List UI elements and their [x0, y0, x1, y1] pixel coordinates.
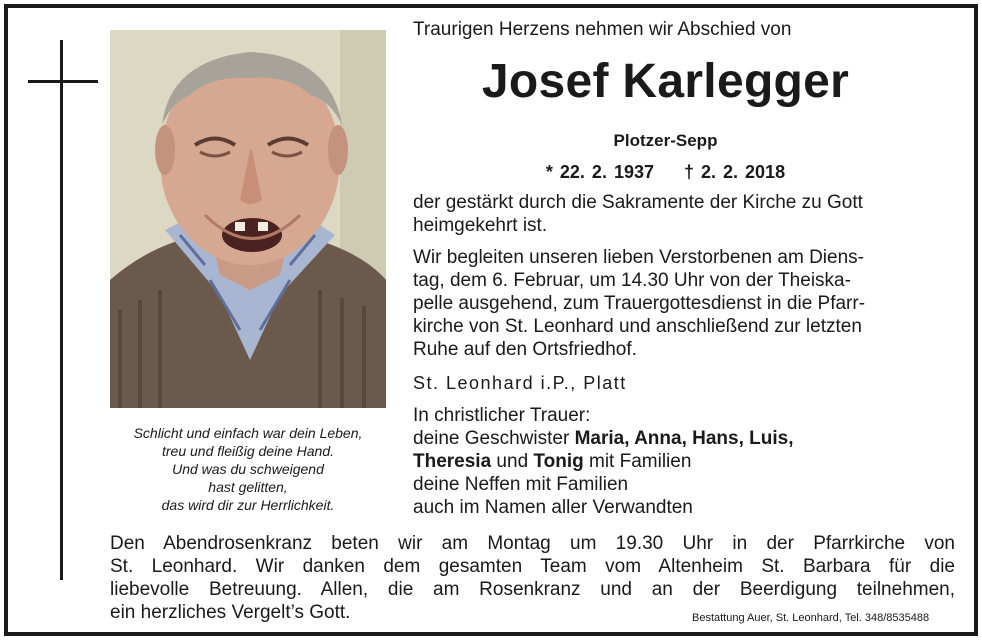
poem-line: das wird dir zur Herrlichkeit.: [161, 497, 335, 513]
text-line: tag, dem 6. Februar, um 14.30 Uhr von der Theiska-: [413, 270, 851, 291]
paragraph-funeral: [413, 246, 968, 361]
text-line: Den Abendrosenkranz beten wir am Montag um 19.30 Uhr in der Pfarrkirche von: [110, 533, 955, 554]
mourners: [413, 404, 968, 519]
poem-line: hast gelitten,: [208, 479, 288, 495]
text-line: Ruhe auf den Ortsfriedhof.: [413, 339, 637, 360]
deceased-name: Josef Karlegger: [481, 55, 850, 108]
sibling-names: Maria, Anna, Hans, Luis,: [574, 428, 794, 449]
text-line: kirche von St. Leonhard und anschließend zur letzten: [413, 316, 862, 337]
portrait-photo: [110, 30, 386, 408]
mourners-siblings: [413, 427, 968, 450]
paragraph-homecoming: [413, 191, 968, 237]
sibling-name: Theresia: [413, 451, 492, 472]
text-line: pelle ausgehend, zum Trauergottesdienst in die Pfarr-: [413, 293, 866, 314]
mourners-nephews: deine Neffen mit Familien: [413, 474, 629, 495]
text-line: ein herzliches Vergelt’s Gott.: [110, 602, 351, 623]
intro-text: Traurigen Herzens nehmen wir Abschied von: [413, 19, 792, 40]
nickname: Plotzer-Sepp: [613, 131, 718, 150]
poem: [100, 424, 396, 514]
text-span: deine Geschwister: [413, 428, 575, 449]
mourners-siblings-2: [413, 450, 968, 473]
place: St. Leonhard i.P., Platt: [413, 373, 627, 393]
cross-icon: [60, 40, 63, 580]
poem-line: Und was du schweigend: [172, 461, 324, 477]
text-line: liebevolle Betreuung. Allen, die am Rosenkranz und an der Beerdigung teilnehmen,: [110, 579, 955, 600]
birth-date: * 22. 2. 1937: [545, 162, 654, 182]
funeral-home: Bestattung Auer, St. Leonhard, Tel. 348/8535488: [692, 612, 930, 624]
mourners-relatives: auch im Namen aller Verwandten: [413, 497, 693, 518]
text-span: mit Familien: [583, 451, 692, 472]
cross-icon-bar: [28, 80, 98, 83]
text-line: der gestärkt durch die Sakramente der Kirche zu Gott: [413, 192, 863, 213]
text-span: und: [491, 451, 534, 472]
text-line: heimgekehrt ist.: [413, 215, 548, 236]
death-date: † 2. 2. 2018: [684, 162, 786, 182]
poem-line: Schlicht und einfach war dein Leben,: [133, 425, 363, 441]
mourners-heading: In christlicher Trauer:: [413, 405, 591, 426]
text-line: St. Leonhard. Wir danken dem gesamten Team vom Altenheim St. Barbara für die: [110, 556, 955, 577]
text-line: Wir begleiten unseren lieben Verstorbenen am Diens-: [413, 247, 864, 268]
poem-line: treu und fleißig deine Hand.: [162, 443, 334, 459]
sibling-name: Tonig: [533, 451, 584, 472]
life-dates: [413, 160, 918, 184]
